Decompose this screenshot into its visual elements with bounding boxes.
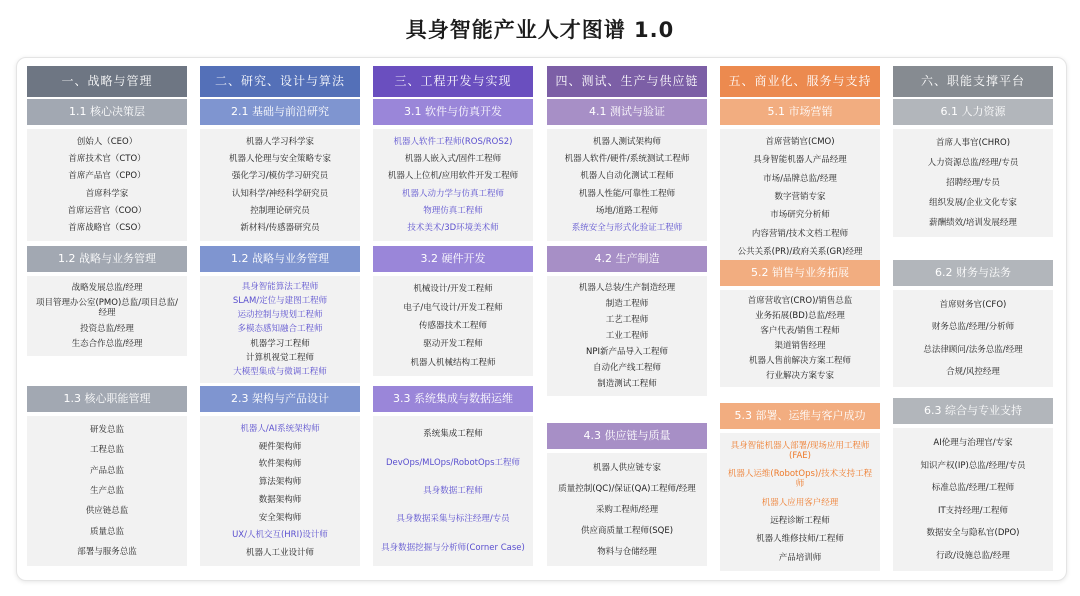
role-item: 机器人维修技师/工程师 — [756, 534, 844, 545]
section — [27, 386, 187, 566]
section-header: 5.1 市场营销 — [720, 99, 880, 125]
section-header: 3.1 软件与仿真开发 — [373, 99, 533, 125]
column-header: 四、测试、生产与供应链 — [547, 66, 707, 97]
role-item: 生态合作总监/经理 — [71, 339, 143, 350]
role-list — [27, 129, 187, 241]
section-header: 5.3 部署、运维与客户成功 — [720, 403, 880, 429]
role-item: 总法律顾问/法务总监/经理 — [923, 344, 1023, 355]
section — [200, 386, 360, 566]
role-list — [547, 129, 707, 241]
section — [27, 99, 187, 241]
role-item: 机器人嵌入式/固件工程师 — [404, 153, 502, 164]
role-item: 物理仿真工程师 — [423, 205, 483, 216]
role-item: 供应商质量工程师(SQE) — [580, 525, 674, 536]
role-item: 传感器技术工程师 — [418, 320, 487, 331]
role-item: 硬件架构师 — [258, 441, 302, 452]
role-item: 合规/风控经理 — [946, 366, 1000, 377]
role-item: 战略发展总监/经理 — [71, 282, 143, 293]
role-list — [27, 276, 187, 356]
role-item: 机器人应用客户经理 — [761, 497, 839, 508]
section — [27, 246, 187, 356]
section — [720, 260, 880, 387]
role-item: 公共关系(PR)/政府关系(GR)经理 — [737, 246, 863, 257]
role-item: 远程诊断工程师 — [770, 516, 830, 527]
role-item: 多模态感知融合工程师 — [237, 324, 323, 335]
role-item: 财务总监/经理/分析师 — [931, 322, 1015, 333]
column-header: 二、研究、设计与算法 — [200, 66, 360, 97]
role-list — [893, 428, 1053, 571]
role-item: 首席人事官(CHRO) — [935, 138, 1011, 148]
column-4 — [547, 66, 707, 571]
section-header: 2.1 基础与前沿研究 — [200, 99, 360, 125]
role-item: 算法架构师 — [258, 477, 302, 488]
section — [373, 386, 533, 566]
role-item: 计算机视觉工程师 — [245, 352, 314, 363]
role-item: 机械设计/开发工程师 — [413, 284, 493, 295]
role-item: 机器人工业设计师 — [245, 548, 314, 559]
section — [893, 398, 1053, 571]
section — [547, 246, 707, 396]
role-item: 机器人上位机/应用软件开发工程师 — [387, 171, 519, 182]
section — [373, 99, 533, 241]
column-1 — [27, 66, 187, 571]
role-item: 自动化产线工程师 — [592, 363, 661, 373]
role-item: 工程总监 — [89, 445, 124, 456]
section — [200, 246, 360, 383]
role-item: 机器人总装/生产制造经理 — [578, 283, 676, 293]
role-item: 产品总监 — [89, 465, 124, 476]
role-item: 大模型集成与微调工程师 — [233, 366, 327, 377]
role-item: 招聘经理/专员 — [946, 178, 1000, 188]
role-item: 强化学习/模仿学习研究员 — [231, 171, 329, 182]
role-item: IT支持经理/工程师 — [937, 505, 1009, 516]
section — [893, 99, 1053, 237]
role-item: 数据安全与隐私官(DPO) — [926, 528, 1020, 539]
column-header: 一、战略与管理 — [27, 66, 187, 97]
role-list — [373, 129, 533, 241]
section-header: 6.2 财务与法务 — [893, 260, 1053, 286]
role-item: 机器人性能/可靠性工程师 — [578, 188, 676, 199]
role-item: 项目管理办公室(PMO)总监/项目总监/经理 — [35, 298, 178, 319]
role-item: 机器人供应链专家 — [592, 462, 661, 473]
role-item: 供应链总监 — [85, 506, 129, 517]
role-item: 具身智能机器人部署/现场应用工程师(FAE) — [730, 441, 870, 462]
role-item: 客户代表/销售工程师 — [760, 326, 840, 337]
column-header: 六、职能支撑平台 — [893, 66, 1053, 97]
role-item: 工业工程师 — [605, 331, 649, 341]
section-header: 3.3 系统集成与数据运维 — [373, 386, 533, 412]
role-list — [200, 276, 360, 383]
role-item: 软件架构师 — [258, 459, 302, 470]
role-item: 新材料/传感器研究员 — [240, 223, 320, 234]
role-item: 首席运营官（COO） — [67, 205, 147, 216]
role-item: 运动控制与规划工程师 — [237, 310, 323, 321]
section — [720, 403, 880, 571]
role-item: 机器人运维(RobotOps)/技术支持工程师 — [727, 469, 873, 490]
section — [547, 423, 707, 566]
section-header: 4.3 供应链与质量 — [547, 423, 707, 449]
section-header: 1.1 核心决策层 — [27, 99, 187, 125]
role-item: 创始人（CEO） — [76, 136, 138, 147]
role-item: 首席营销官(CMO) — [765, 137, 835, 148]
section — [547, 99, 707, 241]
role-item: 人力资源总监/经理/专员 — [927, 158, 1019, 168]
role-list — [893, 129, 1053, 237]
role-item: 知识产权(IP)总监/经理/专员 — [920, 460, 1026, 471]
section — [373, 246, 533, 376]
column-2 — [200, 66, 360, 571]
role-item: 行政/设施总监/经理 — [936, 550, 1010, 561]
role-list — [720, 433, 880, 571]
role-item: 物料与仓储经理 — [597, 546, 657, 557]
role-item: 机器人自动化测试工程师 — [580, 171, 674, 182]
role-item: 机器人软件工程师(ROS/ROS2) — [393, 136, 513, 147]
role-item: 投资总监/经理 — [80, 323, 134, 334]
section-header: 4.1 测试与验证 — [547, 99, 707, 125]
section-header: 6.3 综合与专业支持 — [893, 398, 1053, 424]
role-list — [200, 416, 360, 566]
role-item: 首席产品官（CPO） — [68, 171, 146, 182]
role-item: 行业解决方案专家 — [765, 370, 834, 381]
role-item: 研发总监 — [89, 425, 124, 436]
role-item: 数字营销专家 — [774, 191, 826, 202]
role-item: DevOps/MLOps/RobotOps工程师 — [386, 457, 520, 468]
role-list — [893, 290, 1053, 387]
role-item: 机器人动力学与仿真工程师 — [401, 188, 504, 199]
role-item: 技术美术/3D环境美术师 — [407, 223, 499, 234]
role-item: UX/人机交互(HRI)设计师 — [232, 530, 328, 541]
role-item: 机器人/AI系统架构师 — [240, 423, 320, 434]
role-item: 首席战略官（CSO） — [68, 223, 146, 234]
role-item: NPI新产品导入工程师 — [586, 347, 668, 357]
role-list — [373, 416, 533, 566]
role-item: 内容营销/技术文档工程师 — [751, 228, 849, 239]
role-item: 采购工程师/经理 — [595, 504, 659, 515]
role-item: 系统集成工程师 — [423, 429, 483, 440]
role-item: 薪酬绩效/培训发展经理 — [929, 218, 1017, 228]
role-list — [200, 129, 360, 241]
role-item: 具身数据挖掘与分析师(Corner Case) — [381, 542, 525, 553]
section-header: 5.2 销售与业务拓展 — [720, 260, 880, 286]
section — [720, 99, 880, 265]
role-item: 机器学习工程师 — [250, 338, 310, 349]
role-list — [547, 276, 707, 396]
role-item: 驱动开发工程师 — [423, 339, 483, 350]
role-item: 机器人学习科学家 — [245, 136, 314, 147]
role-item: AI伦理与治理官/专家 — [933, 438, 1013, 449]
role-item: 机器人测试架构师 — [592, 136, 661, 147]
section-header: 1.2 战略与业务管理 — [27, 246, 187, 272]
role-item: 制造测试工程师 — [597, 379, 657, 389]
section-header: 4.2 生产制造 — [547, 246, 707, 272]
role-item: 系统安全与形式化验证工程师 — [571, 223, 683, 234]
role-item: 具身智能机器人产品经理 — [753, 155, 847, 166]
role-item: 渠道销售经理 — [774, 340, 826, 351]
role-item: 具身数据采集与标注经理/专员 — [396, 514, 510, 525]
role-item: 场地/道路工程师 — [595, 205, 659, 216]
role-item: 质量总监 — [89, 526, 124, 537]
role-item: 市场/品牌总监/经理 — [763, 173, 837, 184]
role-item: 安全架构师 — [258, 512, 302, 523]
role-item: 首席营收官(CRO)/销售总监 — [747, 296, 853, 307]
role-list — [27, 416, 187, 566]
role-list — [720, 290, 880, 387]
role-item: 组织发展/企业文化专家 — [929, 198, 1017, 208]
role-item: 产品培训师 — [778, 552, 822, 563]
role-item: 制造工程师 — [605, 299, 649, 309]
role-item: 市场研究分析师 — [770, 210, 830, 221]
role-item: 具身智能算法工程师 — [241, 282, 319, 293]
role-item: 电子/电气设计/开发工程师 — [403, 302, 503, 313]
role-item: 机器人售前解决方案工程师 — [748, 355, 851, 366]
role-list — [547, 453, 707, 566]
section-header: 3.2 硬件开发 — [373, 246, 533, 272]
role-item: 业务拓展(BD)总监/经理 — [755, 311, 845, 322]
role-item: 控制理论研究员 — [250, 205, 310, 216]
role-item: 首席技术官（CTO） — [68, 153, 146, 164]
role-item: 部署与服务总监 — [77, 546, 137, 557]
role-item: 首席财务官(CFO) — [939, 300, 1007, 311]
role-list — [720, 129, 880, 265]
role-item: 标准总监/经理/工程师 — [931, 483, 1015, 494]
column-header: 五、商业化、服务与支持 — [720, 66, 880, 97]
role-item: SLAM/定位与建图工程师 — [232, 296, 328, 307]
section-header: 1.2 战略与业务管理 — [200, 246, 360, 272]
section-header: 6.1 人力资源 — [893, 99, 1053, 125]
column-6 — [893, 66, 1053, 571]
role-item: 质量控制(QC)/保证(QA)工程师/经理 — [558, 483, 696, 494]
section-header: 2.3 架构与产品设计 — [200, 386, 360, 412]
role-item: 数据架构师 — [258, 494, 302, 505]
role-item: 首席科学家 — [85, 188, 129, 199]
role-item: 机器人伦理与安全策略专家 — [228, 153, 331, 164]
role-item: 工艺工程师 — [605, 315, 649, 325]
role-item: 具身数据工程师 — [423, 485, 483, 496]
column-3 — [373, 66, 533, 571]
section-header: 1.3 核心职能管理 — [27, 386, 187, 412]
section — [200, 99, 360, 241]
role-item: 生产总监 — [89, 485, 124, 496]
page-title: 具身智能产业人才图谱 1.0 — [405, 18, 675, 42]
role-item: 认知科学/神经科学研究员 — [231, 188, 329, 199]
column-5 — [720, 66, 880, 571]
role-list — [373, 276, 533, 376]
role-item: 机器人软件/硬件/系统测试工程师 — [564, 153, 690, 164]
column-header: 三、工程开发与实现 — [373, 66, 533, 97]
role-item: 机器人机械结构工程师 — [410, 357, 496, 368]
section — [893, 260, 1053, 387]
